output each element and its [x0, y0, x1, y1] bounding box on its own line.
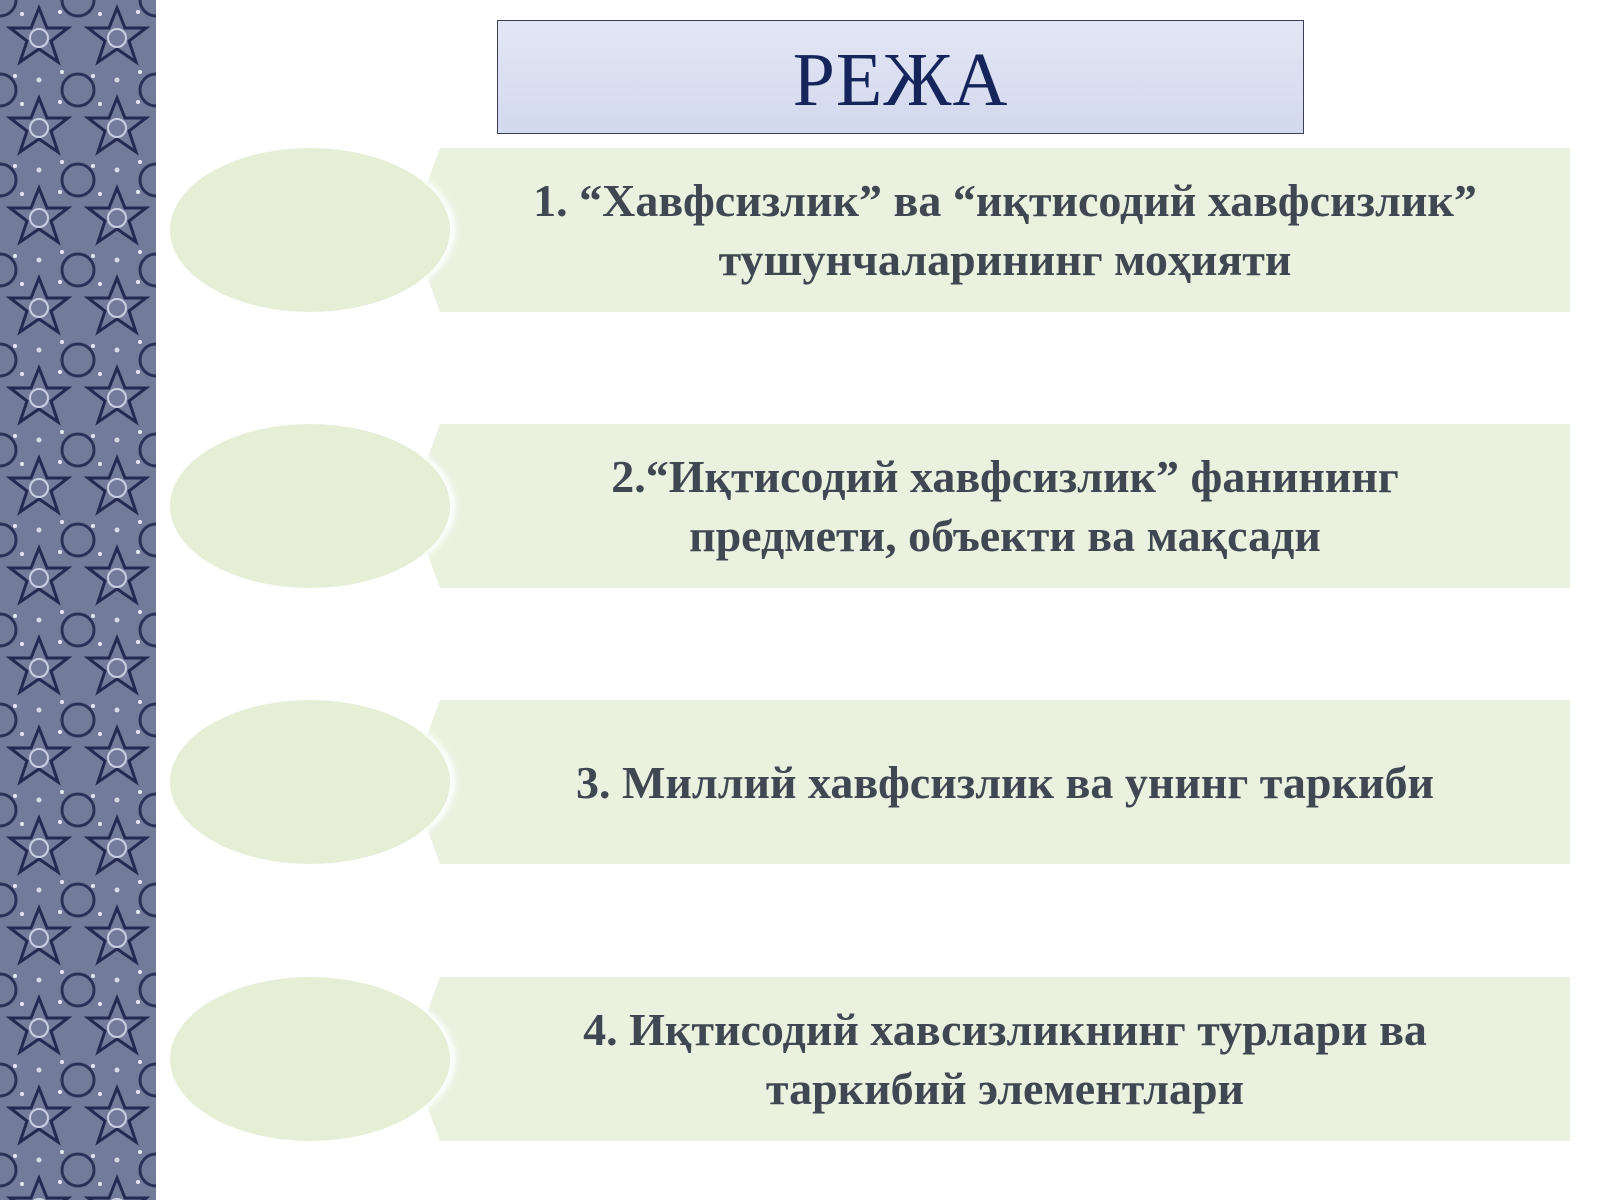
plan-item-line: предмети, объекти ва мақсади [689, 510, 1321, 561]
plan-item-text [445, 424, 1565, 588]
page-title: РЕЖА [792, 37, 1009, 122]
plan-item-oval [170, 424, 450, 588]
plan-item-line: 3. Миллий хавфсизлик ва унинг таркиби [575, 756, 1435, 808]
plan-item-oval [170, 148, 450, 312]
plan-item-oval [170, 700, 450, 864]
plan-item-text [445, 700, 1565, 864]
plan-item-line: 2.“Иқтисодий хавфсизлик” фанининг [611, 451, 1399, 502]
plan-item-2 [170, 424, 1570, 588]
plan-item-3 [170, 700, 1570, 864]
plan-item-text [445, 148, 1565, 312]
plan-item-1 [170, 148, 1570, 312]
plan-item-4 [170, 977, 1570, 1141]
plan-item-text [445, 977, 1565, 1141]
plan-item-line: 4. Иқтисодий хавсизликнинг турлари ва [583, 1004, 1427, 1055]
ornament-side-strip [0, 0, 156, 1200]
plan-item-oval [170, 977, 450, 1141]
geometric-star-ornament-icon [0, 0, 156, 1200]
plan-item-line: 1. “Хавфсизлик” ва “иқтисодий хавфсизлик” [533, 175, 1477, 226]
title-box [497, 20, 1304, 134]
plan-item-line: тушунчаларининг моҳияти [718, 234, 1292, 285]
plan-item-line: таркибий элементлари [765, 1063, 1245, 1114]
